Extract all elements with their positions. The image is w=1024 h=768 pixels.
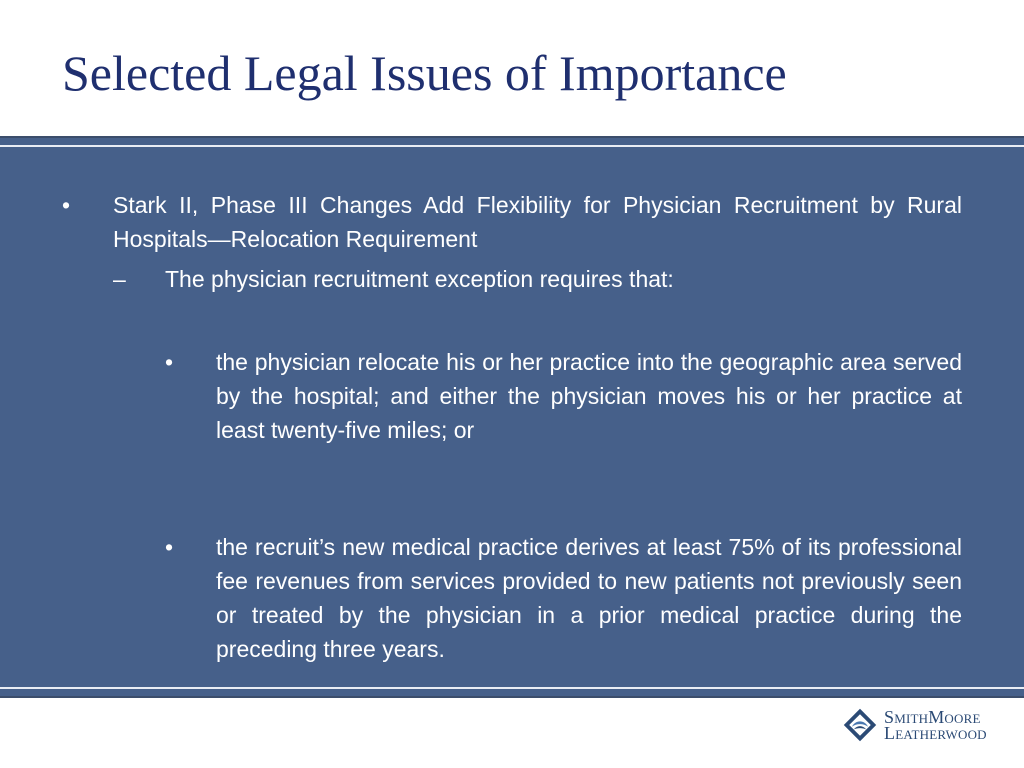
diamond-logo-icon bbox=[842, 707, 878, 743]
bullet-marker: • bbox=[165, 349, 174, 375]
bullet-text: Stark II, Phase III Changes Add Flexibility for Physician Recruitment by Rural Hospitals—Relocation Requirement bbox=[113, 192, 962, 252]
bullet-text: The physician recruitment exception requires that: bbox=[165, 266, 674, 292]
bullet-text: the recruit’s new medical practice derives at least 75% of its professional fee revenues from services provided to new patients not previously seen or treated by the physician in a prior medical practice during the preceding three years. bbox=[216, 534, 962, 662]
bullet-level-3 bbox=[165, 530, 962, 666]
bullet-level-2 bbox=[113, 262, 962, 296]
panel-bottom-rule bbox=[0, 687, 1024, 689]
bullet-marker: • bbox=[62, 192, 71, 218]
bullet-marker: • bbox=[165, 534, 174, 560]
logo-wordmark bbox=[884, 709, 987, 741]
dash-marker: – bbox=[113, 266, 126, 292]
logo-line-1: SmithMoore bbox=[884, 707, 981, 727]
panel-top-rule bbox=[0, 145, 1024, 147]
content-panel bbox=[0, 136, 1024, 698]
slide-title: Selected Legal Issues of Importance bbox=[62, 45, 787, 101]
bullet-text: the physician relocate his or her practice into the geographic area served by the hospital; and either the physician moves his or her practice at least twenty-five miles; or bbox=[216, 349, 962, 443]
bullet-level-3 bbox=[165, 345, 962, 447]
bullet-level-1 bbox=[62, 188, 962, 256]
company-logo bbox=[842, 704, 1012, 746]
logo-line-2: Leatherwood bbox=[884, 723, 987, 743]
